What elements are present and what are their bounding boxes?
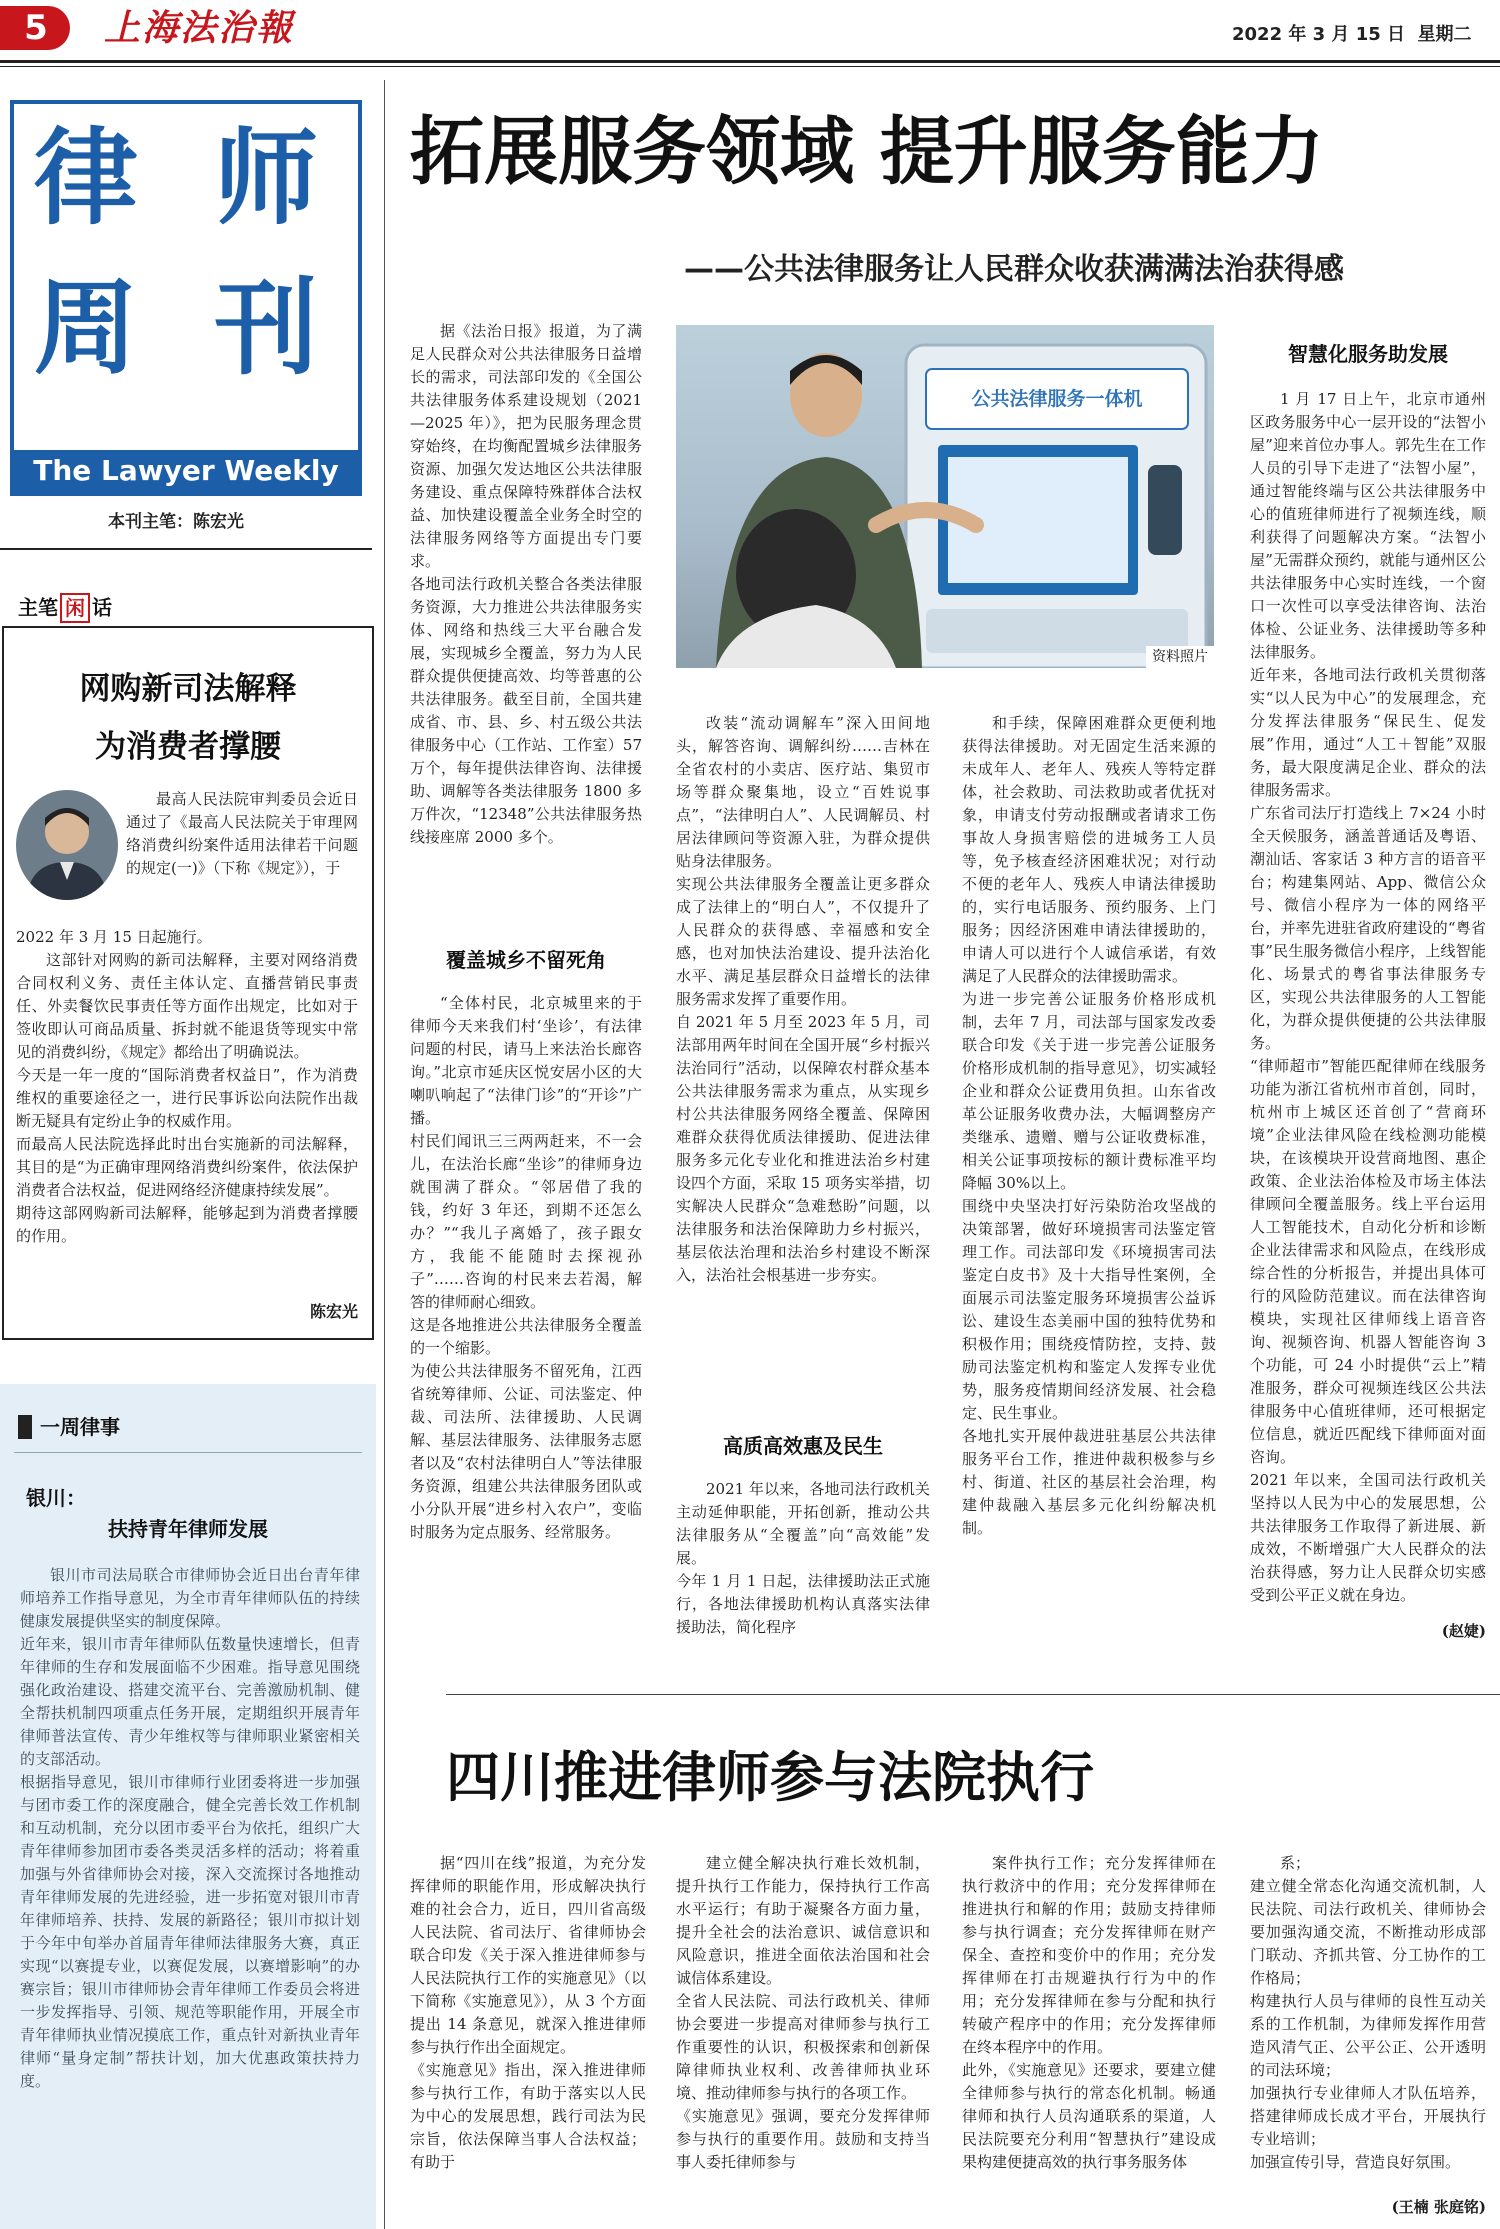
masthead-rule-thin	[0, 66, 1500, 67]
weekly-news-label-text: 一周律事	[40, 1415, 120, 1439]
lead-byline: (赵婕)	[1386, 1620, 1486, 1643]
column-banner	[10, 100, 362, 496]
editor-note-headline-1: 网购新司法解释	[79, 671, 297, 707]
masthead	[0, 0, 1500, 60]
editor-note-author: 陈宏光	[309, 1302, 358, 1321]
weekly-news-place: 银川：	[26, 1486, 86, 1510]
lead-col1b-text: “全体村民，北京城里来的于律师今天来我们村‘坐诊’，有法律问题的村民，请马上来法治长廊咨询。”北京市延庆区悦安居小区的大喇叭响起了“法律门诊”的“开诊”广播。 村民们闻讯三三两两赶来，不一会儿，在法治长廊“坐诊”的律师身边就围满了群众。“邻居借了我的钱，约好 3 年还，到期不还怎么办？”“我儿子离婚了，孩子跟女方，我能不能随时去探视孙子”……咨询的村民来去若渴，解答的律师耐心细致。 这是各地推进公共法律服务全覆盖的一个缩影。 为使公共法律服务不留死角，江西省统筹律师、公证、司法鉴定、仲裁、司法所、法律援助、人民调解、基层法律服务、法律服务志愿者以及“农村法律明白人”等法律服务资源，组建公共法律服务团队或小分队开展“进乡村入农户”，变临时服务为定点服务、经常服务。	[410, 994, 642, 1541]
column-title-line2: 周 刊	[33, 267, 339, 389]
article-divider	[446, 1694, 1500, 1695]
editor-note-body: 这部针对网购的新司法解释，主要对网络消费合同权利义务、责任主体认定、直播营销民事责任、外卖餐饮民事责任等方面作出规定，比如对于签收即认可商品质量、拆封就不能退货等现实中常见的消费纠纷，《规定》都给出了明确说法。 今天是一年一度的“国际消费者权益日”，作为消费维权的重要途径之一，进行民事诉讼向法院作出裁断无疑具有定纷止争的权威作用。 而最高人民法院选择此时出台实施新的司法解释，其目的是“为正确审理网络消费纠纷案件，依法保护消费者合法权益，促进网络经济健康持续发展”。 期待这部网购新司法解释，能够起到为消费者撑腰的作用。	[16, 951, 358, 1245]
weekly-news-rule	[14, 1452, 362, 1453]
lead-heading-smart: 智慧化服务助发展	[1288, 342, 1448, 366]
column-divider	[384, 80, 385, 2229]
second-col1-text: 据“四川在线”报道，为充分发挥律师的职能作用，形成解决执行难的社会合力，近日，四川省高级人民法院、省司法厅、省律师协会联合印发《关于深入推进律师参与人民法院执行工作的实施意见》（以下简称《实施意见》），从 3 个方面提出 14 条意见，就深入推进律师参与执行作出全面规定。 《实施意见》指出，深入推进律师参与执行工作，有助于落实以人民为中心的发展思想，践行司法为民宗旨，依法保障当事人合法权益；有助于	[410, 1854, 646, 2171]
editor-note-label-b: 话	[92, 595, 112, 620]
issue-weekday: 星期二	[1417, 24, 1472, 45]
second-col4-text: 系； 建立健全常态化沟通交流机制，人民法院、司法行政机关、律师协会要加强沟通交流，不断推动形成部门联动、齐抓共管、分工协作的工作格局； 构建执行人员与律师的良性互动关系的工作机制，为律师发挥作用营造风清气正、公平公正、公开透明的司法环境； 加强执行专业律师人才队伍培养，搭建律师成长成才平台，开展执行专业培训； 加强宣传引导，营造良好氛围。	[1250, 1854, 1486, 2171]
column-editor: 本刊主笔：陈宏光	[108, 512, 244, 532]
editor-note-para1-bottom: 2022 年 3 月 15 日起施行。	[16, 928, 212, 946]
lead-subheadline: ——公共法律服务让人民群众收获满满法治获得感	[684, 252, 1344, 287]
kiosk-sign: 公共法律服务一体机	[971, 388, 1143, 410]
column-title-line1: 律 师	[33, 117, 339, 239]
paper-name: 上海法治報	[104, 7, 295, 49]
issue-date	[1232, 22, 1472, 48]
editor-note-label	[18, 592, 112, 622]
author-photo	[16, 790, 118, 900]
photo-caption: 资料照片	[1146, 646, 1214, 668]
masthead-rule	[0, 60, 1500, 63]
second-col3-text: 案件执行工作；充分发挥律师在执行救济中的作用；充分发挥律师在推进执行和解的作用；鼓励支持律师参与执行调查；充分发挥律师在财产保全、查控和变价中的作用；充分发挥律师在打击规避执行行为中的作用；充分发挥律师在参与分配和执行转破产程序中的作用；充分发挥律师在终本程序中的作用。 此外，《实施意见》还要求，要建立健全律师参与执行的常态化机制。畅通律师和执行人员沟通联系的渠道，人民法院要充分利用“智慧执行”建设成果构建便捷高效的执行事务服务体	[962, 1854, 1216, 2171]
lead-heading-coverage: 覆盖城乡不留死角	[446, 948, 606, 972]
lead-col2b-text: 2021 年以来，各地司法行政机关主动延伸职能，开拓创新，推动公共法律服务从“全覆盖”向“高效能”发展。 今年 1 月 1 日起，法律援助法正式施行，各地法律援助机构认真落实法律援助法，简化程序	[676, 1480, 930, 1636]
editor-note-headline-2: 为消费者撑腰	[95, 729, 281, 765]
second-headline: 四川推进律师参与法院执行	[446, 1746, 1094, 1809]
second-byline: (王楠 张庭铭)	[1391, 2198, 1486, 2216]
author-portrait-icon	[16, 790, 118, 900]
banner-rule	[0, 548, 372, 550]
lead-photo	[676, 325, 1214, 668]
legal-service-kiosk-icon	[676, 325, 1214, 668]
issue-date-text: 2022 年 3 月 15 日	[1232, 24, 1406, 45]
lead-headline: 拓展服务领域 提升服务能力	[410, 109, 1324, 195]
editor-note-label-a: 主笔	[18, 595, 58, 620]
page-number: 5	[24, 8, 48, 48]
weekly-news-body: 银川市司法局联合市律师协会近日出台青年律师培养工作指导意见，为全市青年律师队伍的持续健康发展提供坚实的制度保障。 近年来，银川市青年律师队伍数量快速增长，但青年律师的生存和发展面临不少困难。指导意见围绕强化政治建设、搭建交流平台、完善激励机制、健全帮扶机制四项重点任务开展，定期组织开展青年律师普法宣传、青少年维权等与律师职业紧密相关的支部活动。 根据指导意见，银川市律师行业团委将进一步加强与团市委工作的深度融合，健全完善长效工作机制和互动机制，充分以团市委平台为依托，组织广大青年律师参加团市委各类灵活多样的活动；将着重加强与外省律师协会对接，深入交流探讨各地推动青年律师发展的先进经验，进一步拓宽对银川市青年律师培养、扶持、发展的新路径；银川市拟计划于今年中旬举办首届青年律师法律服务大赛，真正实现“以赛提专业，以赛促发展，以赛增影响”的办赛宗旨；银川市律师协会青年律师工作委员会将进一步发挥指导、引领、规范等职能作用，开展全市青年律师执业情况摸底工作，重点针对新执业青年律师“量身定制”帮扶计划，加大优惠政策扶持力度。	[20, 1566, 360, 2090]
lead-col3-text: 和手续，保障困难群众更便利地获得法律援助。对无固定生活来源的未成年人、老年人、残疾人等特定群体，社会救助、司法救助或者优抚对象，申请支付劳动报酬或者请求工伤事故人身损害赔偿的进城务工人员等，免予核查经济困难状况；对行动不便的老年人、残疾人申请法律援助的，实行电话服务、预约服务、上门服务；因经济困难申请法律援助的，申请人可以进行个人诚信承诺，有效满足了人民群众的法律援助需求。 为进一步完善公证服务价格形成机制，去年 7 月，司法部与国家发改委联合印发《关于进一步完善公证服务价格形成机制的指导意见》，切实减轻企业和群众公证费用负担。山东省改革公证服务收费办法，大幅调整房产类继承、遗赠、赠与公证收费标准，相关公证事项按标的额计费标准平均降幅 30%以上。 围绕中央坚决打好污染防治攻坚战的决策部署，做好环境损害司法鉴定管理工作。司法部印发《环境损害司法鉴定白皮书》及十大指导性案例，全面展示司法鉴定服务环境损害公益诉讼、建设生态美丽中国的独特优势和积极作用；围绕疫情防控，支持、鼓励司法鉴定机构和鉴定人发挥专业优势，服务疫情期间经济发展、社会稳定、民生事业。 各地扎实开展仲裁进驻基层公共法律服务平台工作，推进仲裁积极参与乡村、街道、社区的基层社会治理，构建仲裁融入基层多元化纠纷解决机制。	[962, 714, 1216, 1537]
editor-note-label-icon: 闲	[60, 593, 90, 623]
second-col2-text: 建立健全解决执行难长效机制，提升执行工作能力，保持执行工作高水平运行；有助于凝聚各方面力量，提升全社会的法治意识、诚信意识和风险意识，推进全面依法治国和社会诚信体系建设。 全省人民法院、司法行政机关、律师协会要进一步提高对律师参与执行工作重要性的认识，积极探索和创新保障律师执业权利、改善律师执业环境、推动律师参与执行的各项工作。 《实施意见》强调，要充分发挥律师参与执行的重要作用。鼓励和支持当事人委托律师参与	[676, 1854, 930, 2171]
lead-heading-efficiency: 高质高效惠及民生	[723, 1434, 883, 1458]
column-english-title: The Lawyer Weekly	[14, 450, 358, 492]
editor-note-para1-top: 最高人民法院审判委员会近日通过了《最高人民法院关于审理网络消费纠纷案件适用法律若干问题的规定(一)》（下称《规定》），于	[126, 790, 358, 877]
weekly-news-label	[18, 1412, 120, 1442]
lead-col4-text: 1 月 17 日上午，北京市通州区政务服务中心一层开设的“法智小屋”迎来首位办事人。郭先生在工作人员的引导下走进了“法智小屋”，通过智能终端与区公共法律服务中心的值班律师进行了视频连线，顺利获得了问题解决方案。“法智小屋”无需群众预约，就能与通州区公共法律服务中心实时连线，一个窗口一次性可以享受法律咨询、法治体检、公证业务、法律援助等多种法律服务。 近年来，各地司法行政机关贯彻落实“以人民为中心”的发展理念，充分发挥法律服务“保民生、促发展”作用，通过“人工＋智能”双服务，最大限度满足企业、群众的法律服务需求。 广东省司法厅打造线上 7×24 小时全天候服务，涵盖普通话及粤语、潮汕话、客家话 3 种方言的语音平台；构建集网站、App、微信公众号、微信小程序为一体的网络平台，并率先进驻省政府建设的“粤省事”民生服务微信小程序，上线智能化、场景式的粤省事法律服务专区，实现公共法律服务的人工智能化，为群众提供便捷的公共法律服务。 “律师超市”智能匹配律师在线服务功能为浙江省杭州市首创，同时，杭州市上城区还首创了“营商环境”企业法律风险在线检测功能模块，在该模块开设营商地图、惠企政策、企业法治体检及市场主体法律顾问全覆盖服务。线上平台运用人工智能技术，自动化分析和诊断企业法律需求和风险点，在线形成综合性的分析报告，并提出具体可行的风险防范建议。而在法律咨询模块，实现社区律师线上语音咨询、视频咨询、机器人智能咨询 3 个功能，可 24 小时提供“云上”精准服务，群众可视频连线区公共法律服务中心值班律师，还可根据定位信息，就近匹配线下律师面对面咨询。 2021 年以来，全国司法行政机关坚持以人民为中心的发展思想，公共法律服务工作取得了新进展、新成效，不断增强广大人民群众的法治获得感，努力让人民群众切实感受到公平正义就在身边。	[1250, 390, 1486, 1604]
lead-col1-text: 据《法治日报》报道，为了满足人民群众对公共法律服务日益增长的需求，司法部印发的《全国公共法律服务体系建设规划（2021—2025 年）》，把为民服务理念贯穿始终，在均衡配置城乡法律服务资源、加强欠发达地区公共法律服务建设、重点保障特殊群体合法权益、加快建设覆盖全业务全时空的法律服务网络等方面提出专门要求。 各地司法行政机关整合各类法律服务资源，大力推进公共法律服务实体、网络和热线三大平台融合发展，实现城乡全覆盖，努力为人民群众提供便捷高效、均等普惠的公共法律服务。截至目前，全国共建成省、市、县、乡、村五级公共法律服务中心（工作站、工作室）57 万个，每年提供法律咨询、法律援助、调解等各类法律服务 1800 多万件次，“12348”公共法律服务热线接座席 2000 多个。	[410, 322, 642, 846]
lead-col2-text: 改装“流动调解车”深入田间地头，解答咨询、调解纠纷……吉林在全省农村的小卖店、医疗站、集贸市场等群众聚集地，设立“百姓说事点”，“法律明白人”、人民调解员、村居法律顾问等资源入驻，为群众提供贴身法律服务。 实现公共法律服务全覆盖让更多群众成了法律上的“明白人”，不仅提升了人民群众的获得感、幸福感和安全感，也对加快法治建设、提升法治化水平、满足基层群众日益增长的法律服务需求发挥了重要作用。 自 2021 年 5 月至 2023 年 5 月，司法部用两年时间在全国开展“乡村振兴 法治同行”活动，以保障农村群众基本公共法律服务需求为重点，从实现乡村公共法律服务网络全覆盖、保障困难群众获得优质法律援助、促进法律服务多元化专业化和推进法治乡村建设四个方面，采取 15 项务实举措，切实解决人民群众“急难愁盼”问题，以法律服务和法治保障助力乡村振兴，基层依法治理和法治乡村建设不断深入，法治社会根基进一步夯实。	[676, 714, 930, 1284]
weekly-news-headline: 扶持青年律师发展	[108, 1517, 268, 1541]
weekly-news-marker	[18, 1415, 32, 1439]
